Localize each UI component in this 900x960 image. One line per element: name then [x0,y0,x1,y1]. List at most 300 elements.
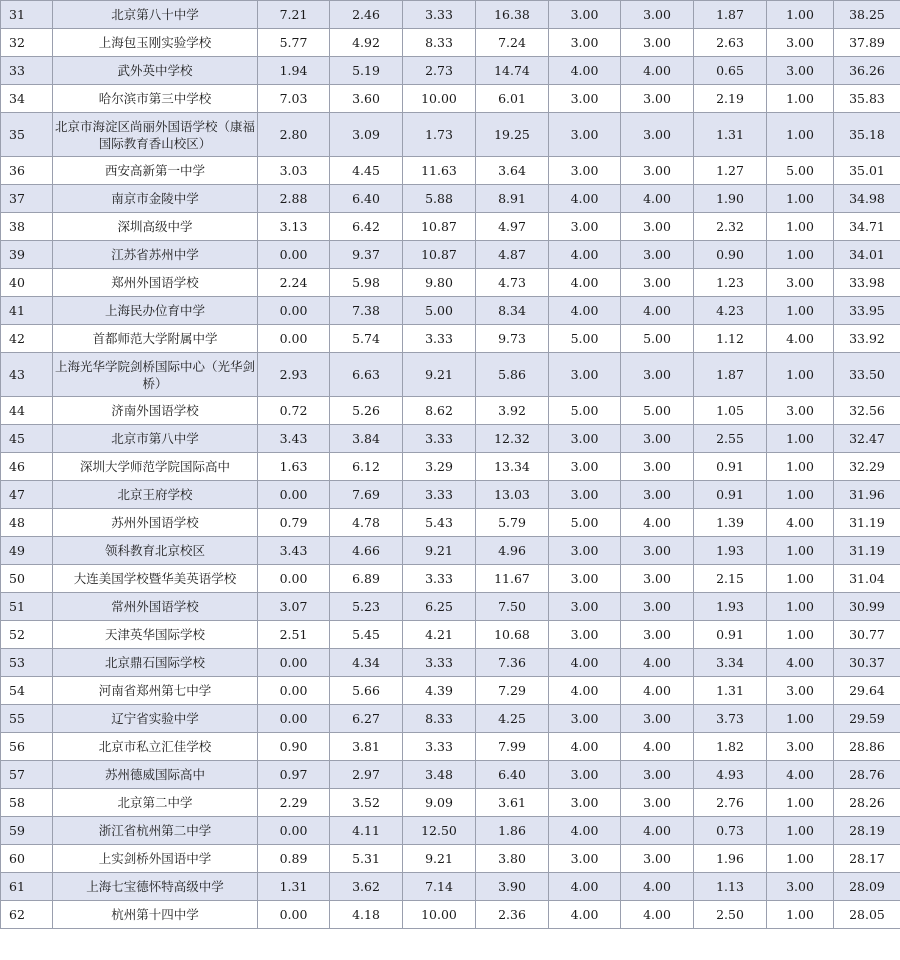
rank-cell: 43 [1,353,53,397]
score-cell: 12.32 [476,425,549,453]
score-cell: 1.31 [258,873,330,901]
score-cell: 1.00 [767,593,834,621]
score-cell: 2.97 [330,761,403,789]
score-cell: 3.07 [258,593,330,621]
total-score-cell: 34.01 [834,241,900,269]
score-cell: 4.11 [330,817,403,845]
score-cell: 8.34 [476,297,549,325]
score-cell: 1.31 [694,113,767,157]
table-row [1,1,900,29]
score-cell: 4.78 [330,509,403,537]
score-cell: 1.00 [767,537,834,565]
score-cell: 7.29 [476,677,549,705]
school-name-cell: 武外英中学校 [53,57,258,85]
score-cell: 5.43 [403,509,476,537]
rank-cell: 45 [1,425,53,453]
score-cell: 0.72 [258,397,330,425]
score-cell: 6.89 [330,565,403,593]
score-cell: 4.00 [621,297,694,325]
score-cell: 6.27 [330,705,403,733]
school-name-cell: 河南省郑州第七中学 [53,677,258,705]
score-cell: 3.33 [403,481,476,509]
score-cell: 3.00 [621,845,694,873]
school-name-cell: 上实剑桥外国语中学 [53,845,258,873]
score-cell: 4.00 [621,873,694,901]
score-cell: 5.66 [330,677,403,705]
score-cell: 3.00 [621,113,694,157]
table-row [1,397,900,425]
score-cell: 10.87 [403,241,476,269]
score-cell: 8.62 [403,397,476,425]
rank-cell: 34 [1,85,53,113]
total-score-cell: 32.47 [834,425,900,453]
rank-cell: 50 [1,565,53,593]
total-score-cell: 31.96 [834,481,900,509]
score-cell: 3.00 [549,113,621,157]
score-cell: 11.67 [476,565,549,593]
total-score-cell: 28.26 [834,789,900,817]
score-cell: 2.19 [694,85,767,113]
school-name-cell: 浙江省杭州第二中学 [53,817,258,845]
score-cell: 1.00 [767,297,834,325]
score-cell: 3.00 [767,733,834,761]
score-cell: 1.39 [694,509,767,537]
score-cell: 10.68 [476,621,549,649]
score-cell: 0.00 [258,705,330,733]
score-cell: 3.00 [549,593,621,621]
rank-cell: 61 [1,873,53,901]
score-cell: 5.00 [621,397,694,425]
table-row [1,269,900,297]
school-name-cell: 西安高新第一中学 [53,157,258,185]
score-cell: 7.50 [476,593,549,621]
table-row [1,817,900,845]
score-cell: 3.80 [476,845,549,873]
score-cell: 3.00 [621,761,694,789]
school-name-cell: 北京市第八中学 [53,425,258,453]
score-cell: 10.00 [403,901,476,929]
table-row [1,213,900,241]
school-name-cell: 北京第八十中学 [53,1,258,29]
score-cell: 1.00 [767,817,834,845]
score-cell: 3.13 [258,213,330,241]
score-cell: 2.24 [258,269,330,297]
score-cell: 9.09 [403,789,476,817]
table-row [1,593,900,621]
rank-cell: 54 [1,677,53,705]
score-cell: 1.31 [694,677,767,705]
total-score-cell: 31.04 [834,565,900,593]
score-cell: 3.33 [403,1,476,29]
score-cell: 4.96 [476,537,549,565]
rank-cell: 46 [1,453,53,481]
school-name-cell: 上海包玉刚实验学校 [53,29,258,57]
score-cell: 2.63 [694,29,767,57]
score-cell: 4.92 [330,29,403,57]
score-cell: 3.00 [767,57,834,85]
school-name-cell: 北京市海淀区尚丽外国语学校（康福国际教育香山校区） [53,113,258,157]
score-cell: 3.00 [621,621,694,649]
score-cell: 4.73 [476,269,549,297]
total-score-cell: 28.05 [834,901,900,929]
total-score-cell: 33.95 [834,297,900,325]
total-score-cell: 30.37 [834,649,900,677]
score-cell: 3.00 [549,157,621,185]
ranking-table-body [1,1,900,929]
score-cell: 6.01 [476,85,549,113]
table-row [1,353,900,397]
table-row [1,733,900,761]
score-cell: 10.87 [403,213,476,241]
rank-cell: 59 [1,817,53,845]
score-cell: 2.73 [403,57,476,85]
rank-cell: 38 [1,213,53,241]
rank-cell: 44 [1,397,53,425]
score-cell: 1.86 [476,817,549,845]
score-cell: 1.00 [767,85,834,113]
score-cell: 4.18 [330,901,403,929]
score-cell: 3.00 [621,157,694,185]
table-row [1,29,900,57]
score-cell: 3.33 [403,649,476,677]
score-cell: 7.21 [258,1,330,29]
score-cell: 4.00 [767,509,834,537]
school-name-cell: 首都师范大学附属中学 [53,325,258,353]
table-row [1,565,900,593]
score-cell: 3.00 [621,213,694,241]
score-cell: 7.38 [330,297,403,325]
score-cell: 5.00 [549,325,621,353]
rank-cell: 55 [1,705,53,733]
score-cell: 1.87 [694,1,767,29]
score-cell: 1.00 [767,705,834,733]
score-cell: 4.00 [621,185,694,213]
total-score-cell: 35.83 [834,85,900,113]
score-cell: 1.00 [767,241,834,269]
rank-cell: 48 [1,509,53,537]
score-cell: 1.00 [767,565,834,593]
score-cell: 2.46 [330,1,403,29]
rank-cell: 52 [1,621,53,649]
score-cell: 1.73 [403,113,476,157]
score-cell: 3.00 [621,705,694,733]
rank-cell: 37 [1,185,53,213]
score-cell: 5.77 [258,29,330,57]
score-cell: 5.31 [330,845,403,873]
score-cell: 7.99 [476,733,549,761]
score-cell: 3.92 [476,397,549,425]
score-cell: 10.00 [403,85,476,113]
score-cell: 1.00 [767,353,834,397]
score-cell: 3.00 [549,565,621,593]
score-cell: 1.13 [694,873,767,901]
score-cell: 3.00 [549,537,621,565]
score-cell: 4.87 [476,241,549,269]
score-cell: 0.00 [258,297,330,325]
total-score-cell: 33.50 [834,353,900,397]
score-cell: 4.00 [621,817,694,845]
rank-cell: 31 [1,1,53,29]
score-cell: 1.00 [767,481,834,509]
table-row [1,453,900,481]
score-cell: 1.94 [258,57,330,85]
score-cell: 1.00 [767,901,834,929]
table-row [1,901,900,929]
score-cell: 3.00 [621,565,694,593]
score-cell: 3.00 [549,761,621,789]
score-cell: 3.33 [403,565,476,593]
school-name-cell: 深圳大学师范学院国际高中 [53,453,258,481]
score-cell: 5.88 [403,185,476,213]
rank-cell: 33 [1,57,53,85]
score-cell: 1.93 [694,593,767,621]
score-cell: 3.33 [403,325,476,353]
score-cell: 4.00 [549,901,621,929]
score-cell: 9.80 [403,269,476,297]
school-name-cell: 江苏省苏州中学 [53,241,258,269]
school-name-cell: 北京市私立汇佳学校 [53,733,258,761]
score-cell: 7.03 [258,85,330,113]
total-score-cell: 33.98 [834,269,900,297]
score-cell: 4.00 [549,873,621,901]
rank-cell: 57 [1,761,53,789]
score-cell: 2.29 [258,789,330,817]
table-row [1,241,900,269]
rank-cell: 51 [1,593,53,621]
score-cell: 4.93 [694,761,767,789]
rank-cell: 42 [1,325,53,353]
score-cell: 3.00 [549,453,621,481]
rank-cell: 40 [1,269,53,297]
score-cell: 0.91 [694,481,767,509]
score-cell: 3.00 [549,789,621,817]
school-name-cell: 常州外国语学校 [53,593,258,621]
score-cell: 19.25 [476,113,549,157]
score-cell: 4.00 [549,185,621,213]
score-cell: 5.00 [621,325,694,353]
score-cell: 3.00 [767,677,834,705]
score-cell: 0.00 [258,325,330,353]
table-row [1,185,900,213]
school-name-cell: 杭州第十四中学 [53,901,258,929]
score-cell: 3.64 [476,157,549,185]
rank-cell: 60 [1,845,53,873]
score-cell: 5.00 [403,297,476,325]
score-cell: 4.39 [403,677,476,705]
score-cell: 1.05 [694,397,767,425]
score-cell: 3.90 [476,873,549,901]
score-cell: 3.00 [621,789,694,817]
score-cell: 1.87 [694,353,767,397]
score-cell: 3.84 [330,425,403,453]
score-cell: 3.00 [621,481,694,509]
score-cell: 3.00 [549,29,621,57]
score-cell: 5.23 [330,593,403,621]
score-cell: 3.00 [621,85,694,113]
score-cell: 1.00 [767,113,834,157]
score-cell: 3.00 [767,269,834,297]
score-cell: 0.97 [258,761,330,789]
table-row [1,705,900,733]
score-cell: 1.00 [767,789,834,817]
total-score-cell: 36.26 [834,57,900,85]
score-cell: 0.90 [258,733,330,761]
score-cell: 5.19 [330,57,403,85]
score-cell: 6.40 [476,761,549,789]
score-cell: 1.96 [694,845,767,873]
rank-cell: 49 [1,537,53,565]
school-name-cell: 大连美国学校暨华美英语学校 [53,565,258,593]
school-name-cell: 郑州外国语学校 [53,269,258,297]
rank-cell: 53 [1,649,53,677]
score-cell: 4.21 [403,621,476,649]
score-cell: 0.73 [694,817,767,845]
score-cell: 4.45 [330,157,403,185]
score-cell: 5.86 [476,353,549,397]
score-cell: 2.93 [258,353,330,397]
score-cell: 8.33 [403,705,476,733]
score-cell: 4.00 [621,677,694,705]
score-cell: 5.79 [476,509,549,537]
table-row [1,57,900,85]
score-cell: 3.00 [621,269,694,297]
score-cell: 2.76 [694,789,767,817]
score-cell: 3.00 [549,425,621,453]
score-cell: 9.21 [403,537,476,565]
score-cell: 5.98 [330,269,403,297]
table-row [1,873,900,901]
rank-cell: 35 [1,113,53,157]
score-cell: 3.62 [330,873,403,901]
score-cell: 3.00 [621,1,694,29]
rank-cell: 36 [1,157,53,185]
score-cell: 1.63 [258,453,330,481]
score-cell: 4.00 [549,57,621,85]
score-cell: 1.82 [694,733,767,761]
score-cell: 3.03 [258,157,330,185]
score-cell: 4.00 [549,649,621,677]
table-row [1,325,900,353]
table-row [1,481,900,509]
score-cell: 7.69 [330,481,403,509]
table-row [1,509,900,537]
total-score-cell: 33.92 [834,325,900,353]
score-cell: 5.00 [767,157,834,185]
rank-cell: 39 [1,241,53,269]
total-score-cell: 29.64 [834,677,900,705]
score-cell: 0.00 [258,649,330,677]
score-cell: 3.00 [767,873,834,901]
score-cell: 2.88 [258,185,330,213]
score-cell: 1.00 [767,621,834,649]
score-cell: 12.50 [403,817,476,845]
score-cell: 0.65 [694,57,767,85]
score-cell: 0.91 [694,453,767,481]
rank-cell: 32 [1,29,53,57]
score-cell: 2.36 [476,901,549,929]
school-name-cell: 北京王府学校 [53,481,258,509]
score-cell: 4.00 [767,325,834,353]
school-name-cell: 天津英华国际学校 [53,621,258,649]
score-cell: 6.63 [330,353,403,397]
score-cell: 0.91 [694,621,767,649]
score-cell: 3.00 [767,397,834,425]
table-row [1,537,900,565]
school-name-cell: 领科教育北京校区 [53,537,258,565]
score-cell: 3.00 [549,845,621,873]
score-cell: 4.00 [767,761,834,789]
score-cell: 6.40 [330,185,403,213]
score-cell: 3.33 [403,425,476,453]
score-cell: 1.93 [694,537,767,565]
score-cell: 3.09 [330,113,403,157]
score-cell: 2.32 [694,213,767,241]
total-score-cell: 28.76 [834,761,900,789]
total-score-cell: 37.89 [834,29,900,57]
total-score-cell: 32.29 [834,453,900,481]
total-score-cell: 30.77 [834,621,900,649]
score-cell: 16.38 [476,1,549,29]
total-score-cell: 31.19 [834,537,900,565]
table-row [1,297,900,325]
score-cell: 3.48 [403,761,476,789]
score-cell: 3.52 [330,789,403,817]
school-name-cell: 辽宁省实验中学 [53,705,258,733]
score-cell: 1.00 [767,453,834,481]
score-cell: 3.00 [621,537,694,565]
score-cell: 0.00 [258,677,330,705]
score-cell: 1.12 [694,325,767,353]
score-cell: 0.00 [258,565,330,593]
table-row [1,761,900,789]
score-cell: 4.00 [549,677,621,705]
total-score-cell: 31.19 [834,509,900,537]
score-cell: 4.00 [767,649,834,677]
score-cell: 7.36 [476,649,549,677]
score-cell: 2.55 [694,425,767,453]
score-cell: 3.43 [258,425,330,453]
table-row [1,157,900,185]
score-cell: 4.00 [621,649,694,677]
score-cell: 4.00 [621,901,694,929]
score-cell: 3.73 [694,705,767,733]
score-cell: 14.74 [476,57,549,85]
score-cell: 1.00 [767,425,834,453]
rank-cell: 47 [1,481,53,509]
school-name-cell: 北京第二中学 [53,789,258,817]
score-cell: 4.00 [621,57,694,85]
total-score-cell: 32.56 [834,397,900,425]
score-cell: 3.00 [621,425,694,453]
school-name-cell: 苏州德威国际高中 [53,761,258,789]
score-cell: 7.14 [403,873,476,901]
rank-cell: 62 [1,901,53,929]
score-cell: 1.00 [767,1,834,29]
score-cell: 2.51 [258,621,330,649]
score-cell: 0.00 [258,901,330,929]
score-cell: 3.00 [621,241,694,269]
score-cell: 3.00 [621,29,694,57]
score-cell: 0.89 [258,845,330,873]
school-name-cell: 上海民办位育中学 [53,297,258,325]
score-cell: 9.73 [476,325,549,353]
table-row [1,113,900,157]
score-cell: 3.43 [258,537,330,565]
score-cell: 4.00 [549,241,621,269]
total-score-cell: 28.17 [834,845,900,873]
total-score-cell: 35.18 [834,113,900,157]
total-score-cell: 28.19 [834,817,900,845]
